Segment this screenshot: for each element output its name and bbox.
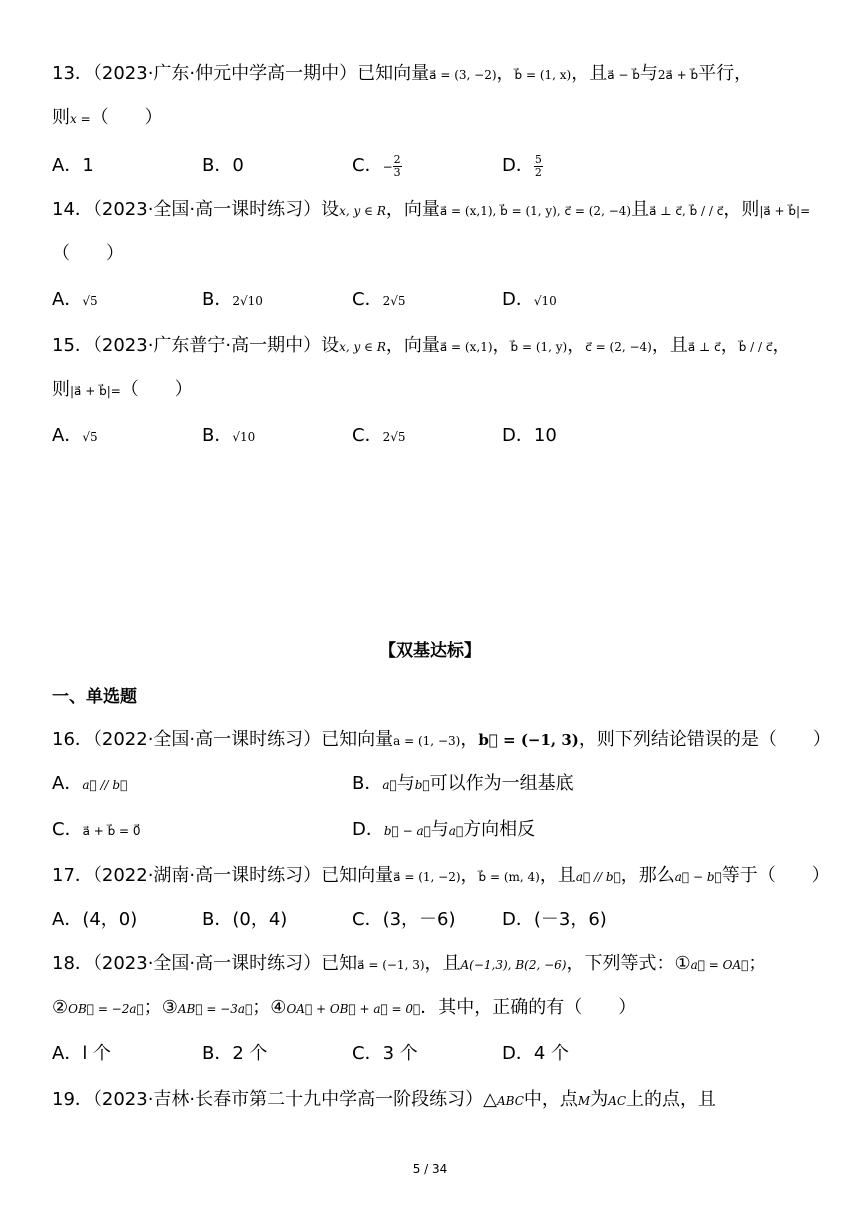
q17-text-c: ，那么 — [620, 865, 675, 886]
q14-option-d — [502, 286, 557, 315]
q14-math-4: |a⃗ + b⃗|= — [759, 204, 811, 218]
q15-sep: ， — [492, 335, 511, 356]
q19-math-1: ABC — [497, 1094, 524, 1108]
q15-math-2: a⃗ = (x,1) — [439, 340, 493, 354]
q18-math-2: A(−1,3), B(2, −6) — [460, 958, 567, 972]
q17-option-a: A．(4，0) — [52, 909, 138, 930]
q17-math-1: a⃗ = (1, −2) — [393, 870, 461, 884]
option-label: D． — [352, 819, 384, 840]
option-value: a⃗ + b⃗ = 0⃗ — [82, 824, 141, 838]
q13-text-d: 平行， — [698, 63, 753, 84]
q18-text: ；④ — [252, 997, 287, 1018]
question-17-stem — [52, 862, 830, 891]
option-value: √10 — [533, 294, 557, 308]
q16-option-d — [352, 816, 535, 845]
option-label: B． — [352, 773, 383, 794]
option-label: A． — [52, 289, 83, 310]
q18-option-a: A．l 个 — [52, 1043, 112, 1064]
section-title: 一、单选题 — [52, 687, 137, 707]
question-18-stem — [52, 950, 820, 979]
q15-option-c — [352, 422, 406, 451]
question-19-stem — [52, 1086, 820, 1115]
option-label: C． — [352, 425, 383, 446]
option-value: 0 — [232, 155, 244, 176]
q18-math-3: a⃗ = OA⃗ — [690, 958, 749, 972]
option-label: A． — [52, 773, 83, 794]
q16-option-a — [52, 770, 127, 799]
q15-math-6: b⃗ / / c⃗ — [738, 340, 773, 354]
q17-text-d: 等于（ ） — [721, 865, 830, 886]
q15-magnitude: |a⃗ + b⃗|= — [70, 384, 121, 398]
option-math: b⃗ — [414, 778, 430, 792]
q17-math-2: b⃗ = (m, 4) — [478, 870, 540, 884]
option-value: 2√5 — [382, 430, 406, 444]
denominator: 2 — [534, 165, 542, 179]
question-14-line2 — [52, 240, 820, 268]
question-18-line2 — [52, 994, 820, 1023]
q16-math-1: a = (1, −3) — [393, 734, 461, 748]
denominator: 3 — [393, 165, 401, 179]
option-label: D． — [502, 289, 534, 310]
q18-text-b: ，且 — [424, 953, 461, 974]
option-value: a⃗ // b⃗ — [82, 778, 128, 792]
option-sign: − — [382, 160, 393, 174]
q17-option-b: B．(0，4) — [202, 909, 288, 930]
option-label: A． — [52, 155, 83, 176]
q14-text-b: ，向量 — [385, 199, 440, 220]
q13-option-c — [352, 152, 402, 181]
option-text: 与 — [430, 819, 449, 840]
option-text: 可以作为一组基底 — [429, 773, 574, 794]
option-text: 与 — [396, 773, 415, 794]
q14-option-a — [52, 286, 98, 315]
q13-expr-2: 2a⃗ + b⃗ — [657, 68, 699, 82]
q13-option-a — [52, 152, 94, 180]
page-number: 5 / 34 — [412, 1162, 448, 1176]
q13-fraction-d — [534, 154, 543, 179]
q18-math-1: a⃗ = (−1, 3) — [357, 958, 425, 972]
q14-option-c — [352, 286, 406, 315]
q18-text: ② — [52, 997, 69, 1018]
q13-vector-a: a⃗ = (3, −2) — [429, 68, 497, 82]
q19-math-2: M — [577, 1094, 591, 1108]
q19-math-3: AC — [608, 1094, 627, 1108]
q14-answer-paren: （ ） — [52, 243, 124, 264]
numerator: 2 — [393, 152, 401, 166]
q14-text: 14．（2023·全国·高一课时练习）设 — [52, 199, 340, 220]
q13-vector-b: b⃗ = (1, x) — [514, 68, 572, 82]
q17-math-3: a⃗ // b⃗ — [575, 870, 621, 884]
section-heading: 【双基达标】 — [379, 641, 481, 661]
q16-option-b — [352, 770, 574, 799]
q13-x-equals: x = — [70, 112, 91, 126]
q18-eq-3: AB⃗ = −3a⃗ — [177, 1002, 253, 1016]
q13-then: 则 — [52, 107, 70, 128]
q16-math-2: b⃗ = (−1, 3) — [478, 731, 579, 749]
q15-option-a — [52, 422, 98, 451]
option-label: B． — [202, 425, 233, 446]
option-math: a⃗ — [382, 778, 397, 792]
q17-math-4: a⃗ − b⃗ — [674, 870, 722, 884]
q18-eq-4: OA⃗ + OB⃗ + a⃗ = 0⃗ — [286, 1002, 421, 1016]
option-value: 10 — [533, 425, 557, 446]
q18-text: 18．（2023·全国·高一课时练习）已知 — [52, 953, 358, 974]
option-value: 2√5 — [382, 294, 406, 308]
q19-text: 19．（2023·吉林·长春市第二十九中学高一阶段练习）△ — [52, 1089, 497, 1110]
option-label: D． — [502, 425, 534, 446]
q16-text-b: ，则下列结论错误的是（ ） — [578, 729, 831, 750]
q19-text-d: 上的点，且 — [626, 1089, 717, 1110]
q15-sep: ， — [720, 335, 739, 356]
option-math: b⃗ − a⃗ — [383, 824, 431, 838]
q16-text: 16．（2022·全国·高一课时练习）已知向量 — [52, 729, 394, 750]
q13-text-c: 与 — [639, 63, 658, 84]
option-math: a⃗ — [448, 824, 464, 838]
q17-option-c: C．(3，－6) — [352, 909, 456, 930]
q14-text-c: 且 — [631, 199, 650, 220]
q14-option-b — [202, 286, 263, 315]
q13-option-b — [202, 152, 244, 180]
q18-option-b: B．2 个 — [202, 1043, 268, 1064]
option-label: B． — [202, 289, 233, 310]
q18-option-c: C．3 个 — [352, 1043, 418, 1064]
option-value: √5 — [82, 294, 98, 308]
question-15-stem — [52, 332, 820, 361]
q18-text: ；③ — [143, 997, 178, 1018]
q15-math-5: a⃗ ⊥ c⃗ — [687, 340, 721, 354]
q17-sep: ， — [460, 865, 479, 886]
option-value: 1 — [82, 155, 94, 176]
q15-option-b — [202, 422, 255, 451]
q18-option-d: D．4 个 — [502, 1043, 570, 1064]
q13-expr-1: a⃗ − b⃗ — [607, 68, 640, 82]
q15-math-3: b⃗ = (1, y) — [510, 340, 568, 354]
q13-option-d — [502, 152, 543, 180]
q15-text: 15．（2023·广东普宁·高一期中）设 — [52, 335, 340, 356]
q15-then: 则 — [52, 379, 70, 400]
numerator: 5 — [534, 152, 542, 166]
q16-option-c — [52, 816, 141, 845]
q15-math-4: c⃗ = (2, −4) — [585, 340, 652, 354]
q14-math-2: a⃗ = (x,1), b⃗ = (1, y), c⃗ = (2, −4) — [439, 204, 632, 218]
option-label: B． — [202, 155, 233, 176]
q16-sep: ， — [460, 729, 479, 750]
option-text: 方向相反 — [463, 819, 536, 840]
q14-text-d: ，则 — [723, 199, 760, 220]
q18-eq-2: OB⃗ = −2a⃗ — [68, 1002, 144, 1016]
question-15-line2 — [52, 376, 820, 405]
q19-text-b: 中，点 — [523, 1089, 578, 1110]
option-value: 2√10 — [232, 294, 263, 308]
q18-text-d: ； — [748, 953, 767, 974]
q13-text-b: ，且 — [571, 63, 608, 84]
q13-fraction-c — [393, 154, 402, 179]
question-14-stem — [52, 196, 820, 225]
q14-math-1: x, y ∈ R — [339, 204, 386, 218]
option-label: A． — [52, 425, 83, 446]
q17-text: 17．（2022·湖南·高一课时练习）已知向量 — [52, 865, 394, 886]
q15-sep: ， — [567, 335, 586, 356]
question-13-line2 — [52, 104, 820, 133]
option-value: √10 — [232, 430, 256, 444]
q15-answer-paren: （ ） — [120, 379, 193, 400]
q13-answer-paren: （ ） — [90, 107, 163, 128]
q17-option-d: D．(－3，6) — [502, 909, 607, 930]
option-label: D． — [502, 155, 534, 176]
q15-text-c: ，且 — [651, 335, 688, 356]
q13-sep: ， — [496, 63, 515, 84]
q13-text: 13．（2023·广东·仲元中学高一期中）已知向量 — [52, 63, 430, 84]
option-label: C． — [52, 819, 83, 840]
q15-text-d: ， — [772, 335, 791, 356]
option-label: C． — [352, 155, 383, 176]
question-16-stem — [52, 726, 831, 755]
q19-text-c: 为 — [590, 1089, 609, 1110]
option-value: √5 — [82, 430, 98, 444]
q18-text: ．其中，正确的有（ ） — [420, 997, 637, 1018]
q17-text-b: ，且 — [539, 865, 576, 886]
q15-option-d — [502, 422, 557, 450]
q18-text-c: ，下列等式：① — [566, 953, 691, 974]
q14-math-3: a⃗ ⊥ c⃗, b⃗ / / c⃗ — [649, 204, 724, 218]
q15-text-b: ，向量 — [385, 335, 440, 356]
q15-math-1: x, y ∈ R — [339, 340, 386, 354]
question-13-stem — [52, 60, 820, 89]
option-label: C． — [352, 289, 383, 310]
